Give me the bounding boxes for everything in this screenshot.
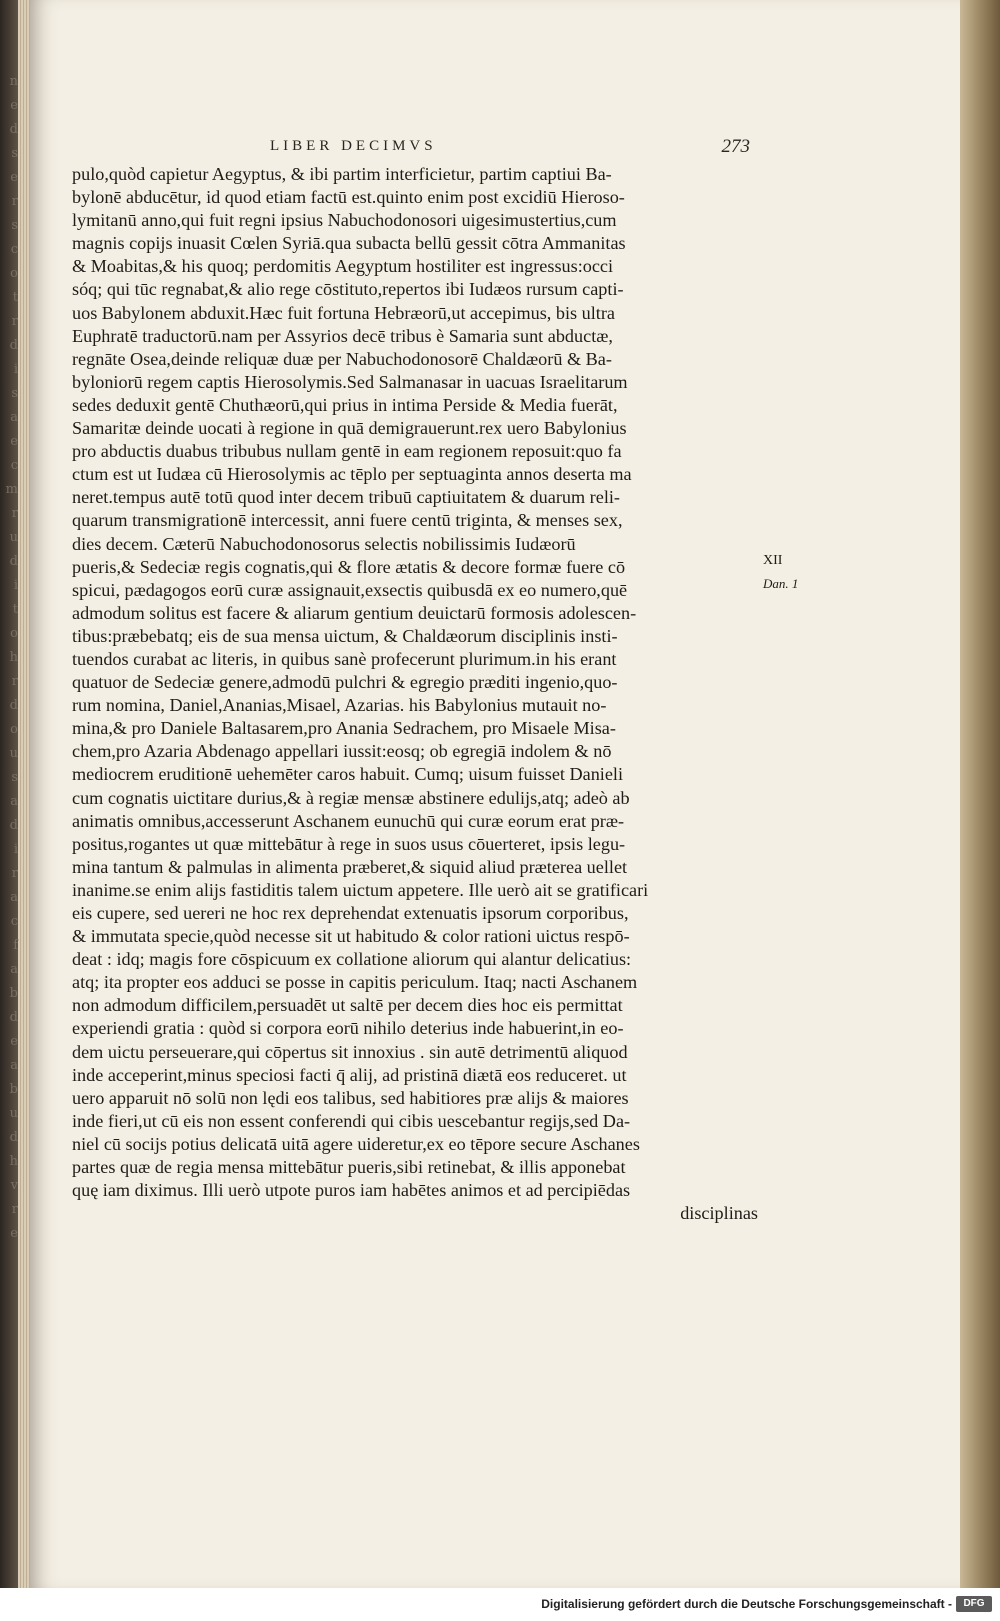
text-line: quatuor de Sedeciæ genere,admodū pulchri & egregio præditi ingenio,quo- — [72, 672, 618, 693]
text-line: inanime.se enim alijs fastiditis talem uictum appetere. Ille uerò ait se gratificari — [72, 879, 649, 900]
text-line: non admodum difficilem,persuadēt ut saltē per decem dies hoc eis permittat — [72, 995, 623, 1016]
text-line: admodum solitus est facere & aliarum gentium deuictarū formosis adolescen- — [72, 602, 637, 623]
text-line: positus,rogantes ut quæ mittebātur à rege in suos usus cōuerteret, ipsis legu- — [72, 833, 626, 854]
text-line: uos Babylonem abduxit.Hæc fuit fortuna Hebræorū,ut accepimus, bis ultra — [72, 302, 615, 323]
left-page-bleed-through: n e d s e r s c o t r d i s a e c m r u d i t o h r d o u s a d i r a c f a b d e a b u d h v r e — [5, 74, 18, 1241]
text-line: atq; ita propter eos adduci se posse in capitis periculum. Itaq; nacti Aschanem — [72, 972, 638, 993]
text-line: tuendos curabat ac literis, in quibus sanè profecerunt plurimum.in his erant — [72, 648, 617, 669]
page-number: 273 — [721, 136, 750, 157]
text-line: inde fieri,ut cū eis non essent conferendi qui cibis uescebantur regijs,sed Da- — [72, 1110, 631, 1131]
text-line: Euphratē traductorū.nam per Assyrios decē tribus è Samaria sunt abductæ, — [72, 325, 613, 346]
running-head: LIBER DECIMVS — [270, 138, 437, 154]
text-line: dies decem. Cæterū Nabuchodonosorus selectis nobilissimis Iudæorū — [72, 533, 576, 554]
margin-scripture-reference: Dan. 1 — [763, 576, 799, 591]
text-line: & Moabitas,& his quoq; perdomitis Aegyptum hostiliter est ingressus:occi — [72, 256, 614, 277]
text-line: lymitanū anno,qui fuit regni ipsius Nabuchodonosori uigesimustertius,cum — [72, 210, 617, 231]
text-line: regnāte Osea,deinde reliquæ duæ per Nabuchodonosorē Chaldæorū & Ba- — [72, 348, 612, 369]
text-line: pueris,& Sedeciæ regis cognatis,qui & flore ætatis & decore formæ fuere cō — [72, 556, 626, 577]
text-line: deat : idq; magis fore cōspicuum ex collatione aliorum qui alantur delicatius: — [72, 949, 632, 970]
page-stack-right — [960, 0, 1000, 1588]
text-line: quarum transmigrationē intercessit, anni fuere centū triginta, & menses sex, — [72, 510, 623, 531]
catchword: disciplinas — [680, 1203, 758, 1224]
text-line: sedes deduxit gentē Chuthæorū,qui prius in intima Perside & Media fuerāt, — [72, 394, 618, 415]
text-line: niel cū socijs potius delicatā uitā agere uideretur,ex eo tēpore secure Aschanes — [72, 1133, 640, 1154]
text-line: animatis omnibus,accesserunt Aschanem eunuchū qui curæ eorum erat præ- — [72, 810, 625, 831]
text-line: mina,& pro Daniele Baltasarem,pro Anania Sedrachem, pro Misaele Misa- — [72, 718, 616, 739]
page-header — [270, 138, 750, 160]
body-text — [72, 163, 758, 1225]
text-line: dem uictu perseuerare,qui cōpertus sit innoxius . sin autē detrimentū aliquod — [72, 1041, 628, 1062]
text-line: uero apparuit nō solū non lędi eos talibus, sed habitiores præ alijs & maiores — [72, 1087, 629, 1108]
text-line: Samaritæ deinde uocati à regione in quā demigrauerunt.rex uero Babylonius — [72, 418, 627, 439]
text-line: magnis copijs inuasit Cœlen Syriā.qua subacta bellū gessit cōtra Ammanitas — [72, 233, 626, 254]
text-line: bylonē abducētur, id quod etiam factū est.quinto enim post excidiū Hieroso- — [72, 187, 625, 208]
text-line: chem,pro Azaria Abdenago appellari iussit:eosq; ob egregiā indolem & nō — [72, 741, 612, 762]
text-line: experiendi gratia : quòd si corpora eorū nihilo deterius inde habuerint,in eo- — [72, 1018, 624, 1039]
footer-bar — [0, 1588, 1000, 1621]
margin-chapter-number: XII — [763, 553, 783, 568]
text-line: byloniorū regem captis Hierosolymis.Sed Salmanasar in uacuas Israelitarum — [72, 371, 628, 392]
text-line: eis cupere, sed uereri ne hoc rex deprehendat extenuatis ipsorum corporibus, — [72, 903, 629, 923]
text-line: spicui, pædagogos eorū curæ assignauit,exsectis quibusdā ex eo numero,quē — [72, 579, 628, 600]
text-line: ctum est ut Iudæa cū Hierosolymis ac tēplo per septuaginta annos deserta ma — [72, 464, 632, 485]
text-line: rum nomina, Daniel,Ananias,Misael, Azarias. his Babylonius mutauit no- — [72, 695, 607, 716]
text-line: & immutata specie,quòd necesse sit ut habitudo & color rationi uictus respō- — [72, 926, 630, 947]
text-line: pro abductis duabus tribubus nullam gentē in eam regionem reposuit:quo fa — [72, 441, 622, 462]
text-line: mediocrem eruditionē uehemēter caros habuit. Cumq; uisum fuisset Danieli — [72, 764, 624, 785]
text-line: pulo,quòd capietur Aegyptus, & ibi partim interficietur, partim captiui Ba- — [72, 164, 612, 184]
text-line: inde acceperint,minus speciosi facti q̄ alij, ad pristinā diætā eos reduceret. ut — [72, 1064, 627, 1085]
text-line: cum cognatis uictitare durius,& à regiæ mensæ abstinere edulijs,atq; adeò ab — [72, 787, 630, 808]
dfg-logo-icon: DFG — [956, 1596, 992, 1612]
text-line: partes quæ de regia mensa mittebātur pueris,sibi retinebat, & illis apponebat — [72, 1157, 626, 1178]
text-line: sóq; qui tūc regnabat,& alio rege cōstituto,repertos ibi Iudæos rursum capti- — [72, 279, 624, 300]
footer-credit: Digitalisierung gefördert durch die Deutsche Forschungsgemeinschaft - — [541, 1597, 952, 1611]
text-line: tibus:præbebatq; eis de sua mensa uictum, & Chaldæorum disciplinis insti- — [72, 625, 618, 646]
text-line: mina tantum & palmulas in alimenta præberet,& siquid aliud præterea uellet — [72, 856, 628, 877]
text-line: quę iam diximus. Illi uerò utpote puros iam habētes animos et ad percipiēdas — [72, 1180, 631, 1201]
text-line: neret.tempus autē totū quod inter decem tribuū captiuitatem & duarum reli- — [72, 487, 620, 508]
